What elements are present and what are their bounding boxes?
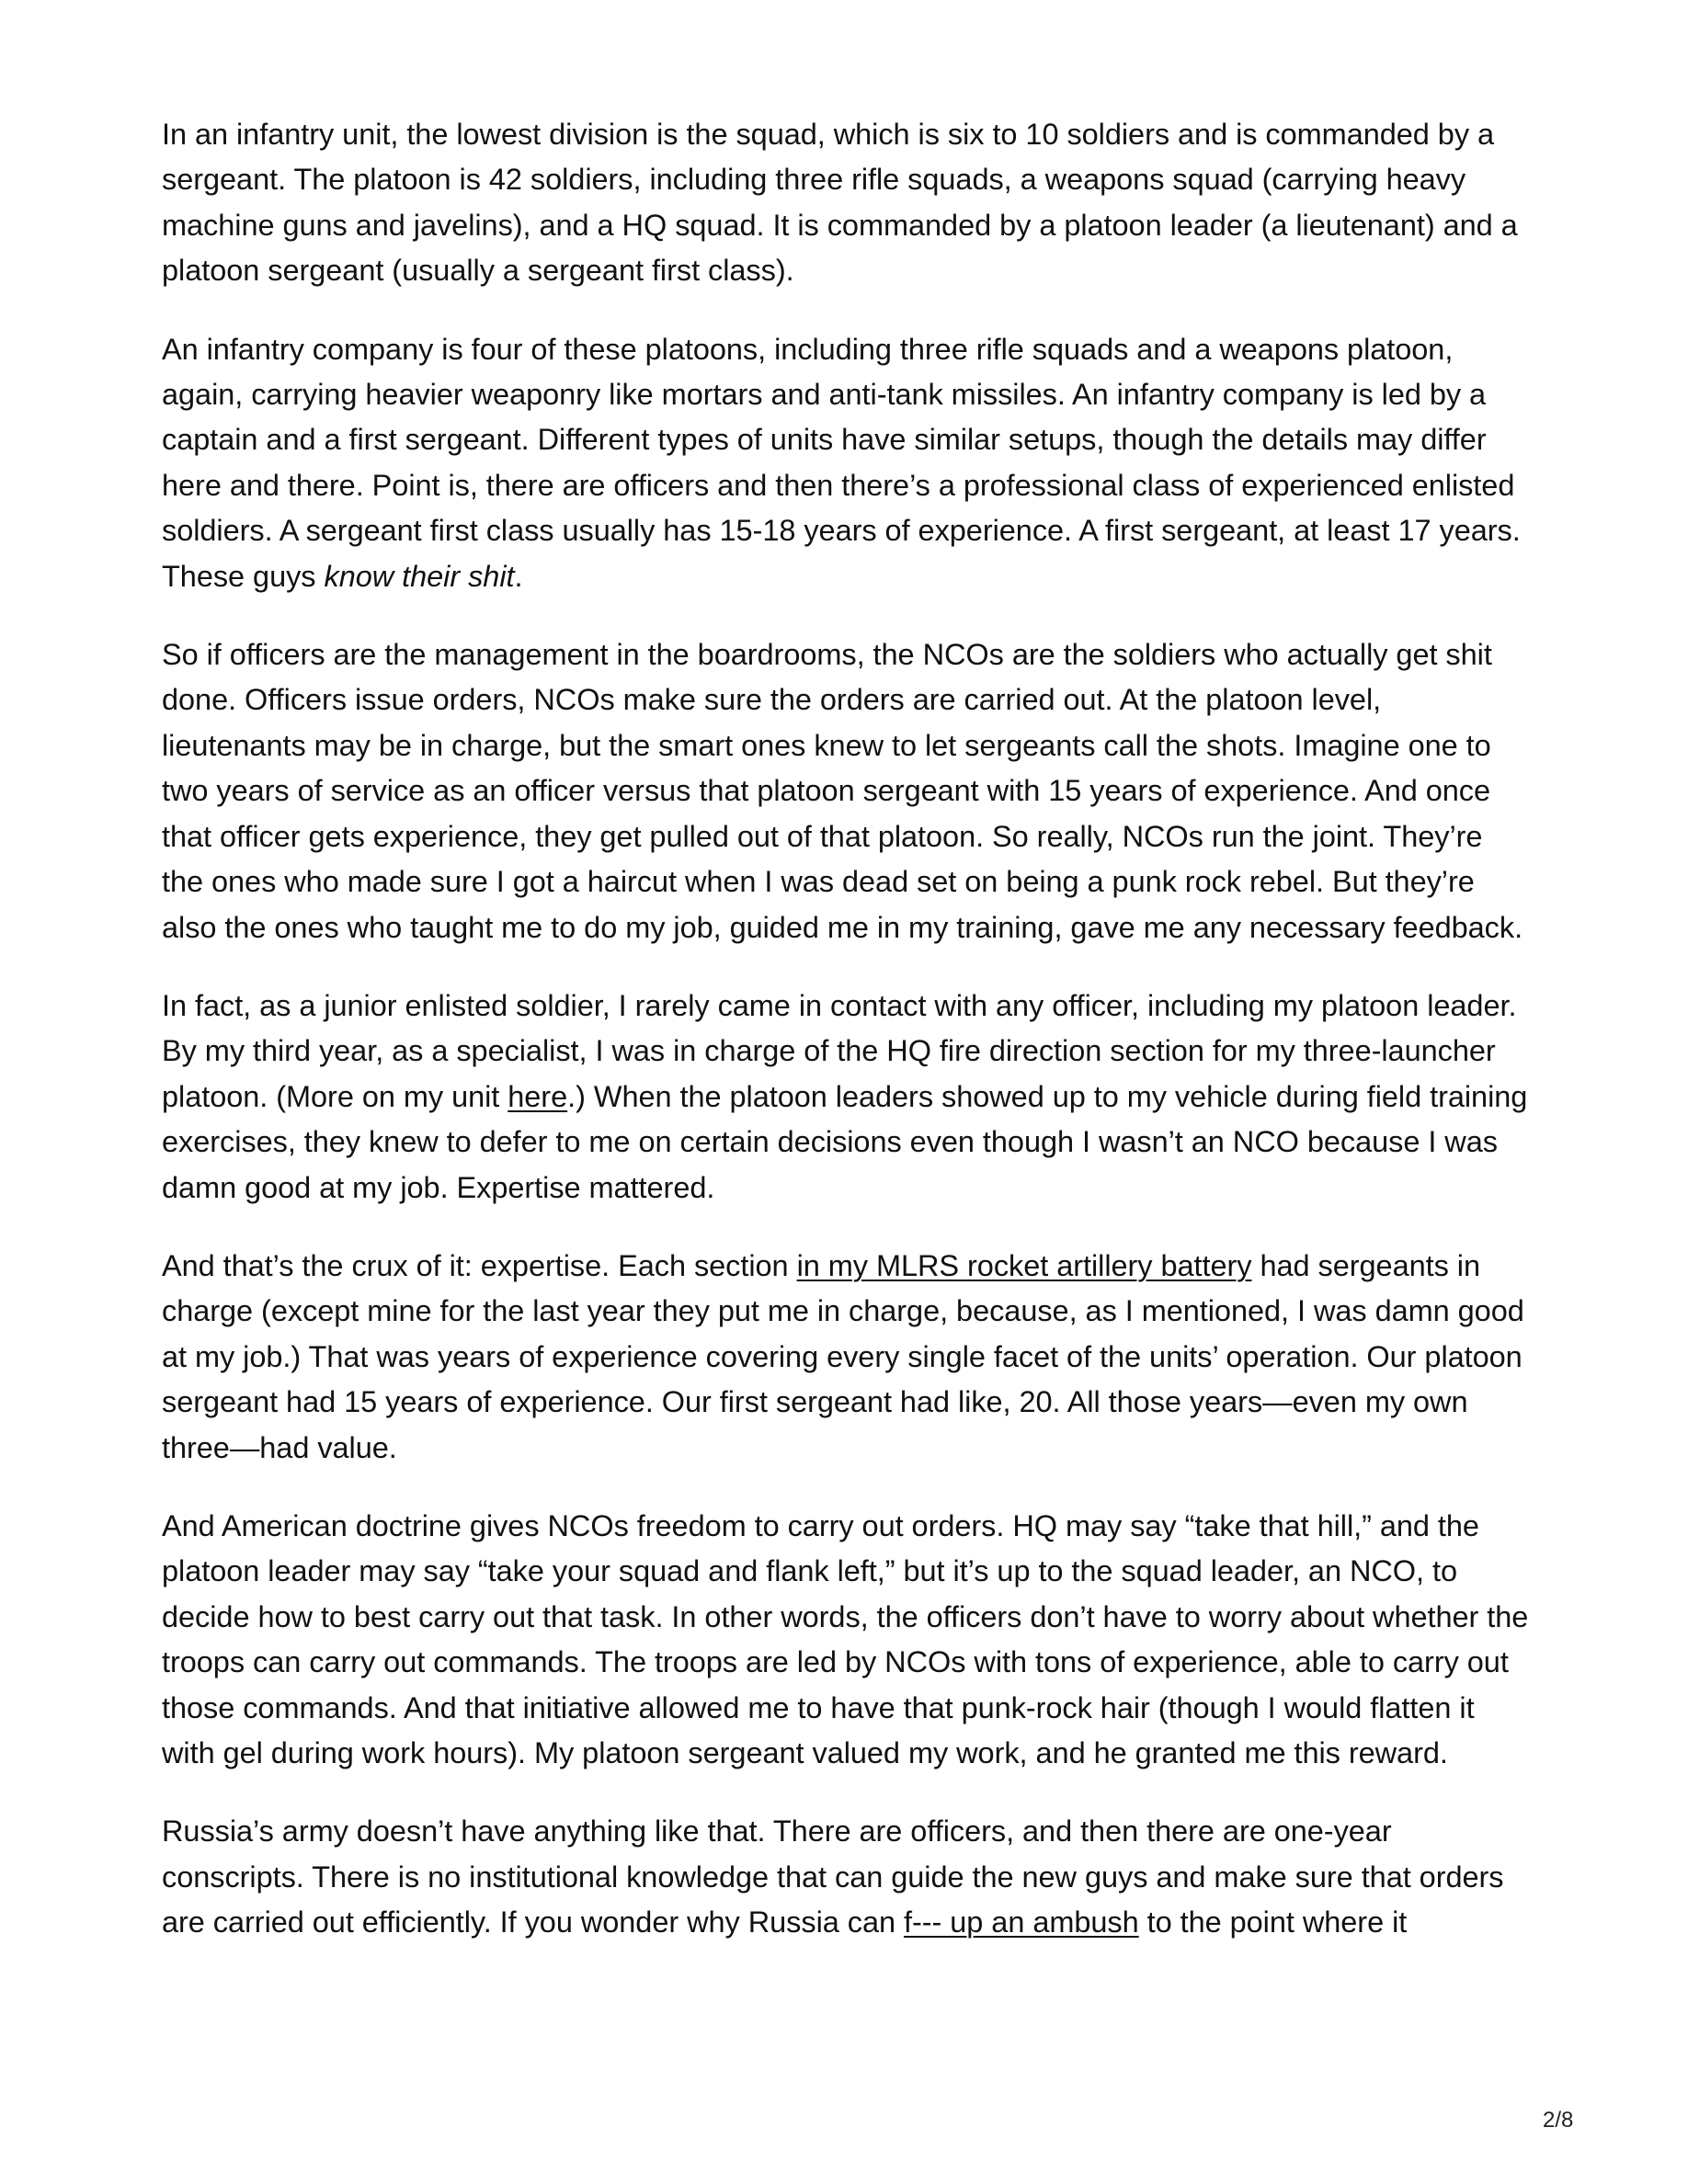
paragraph-text: In fact, as a junior enlisted soldier, I rarely came in contact with any officer, including my platoon leader. By my third year, as a specialist, I was in charge of the HQ fire direction section for my three-launcher platoon. (More on my unit (162, 988, 1517, 1113)
emphasis-text: know their shit (324, 559, 515, 593)
paragraph-text: And that’s the crux of it: expertise. Each section (162, 1248, 797, 1282)
paragraph-text: In an infantry unit, the lowest division is the squad, which is six to 10 soldiers and is commanded by a sergeant. The platoon is 42 soldiers, including three rifle squads, a weapons squad (carrying heavy machine guns and javelins), and a HQ squad. It is commanded by a platoon leader (a lieutenant) and a platoon sergeant (usually a sergeant first class). (162, 118, 1518, 288)
paragraph-squad-platoon (162, 112, 1532, 294)
paragraph-american-doctrine (162, 1504, 1532, 1776)
page-number: 2/8 (1543, 2108, 1574, 2133)
paragraph-text: So if officers are the management in the boardrooms, the NCOs are the soldiers who actually get shit done. Officers issue orders, NCOs make sure the orders are carried out. At the platoon level, lieutenants may be in charge, but the smart ones knew to let sergeants call the shots. Imagine one to two years of service as an officer versus that platoon sergeant with 15 years of experience. And once that officer gets experience, they get pulled out of that platoon. So really, NCOs run the joint. They’re the ones who made sure I got a haircut when I was dead set on being a punk rock rebel. But they’re also the ones who taught me to do my job, guided me in my training, gave me any necessary feedback. (162, 638, 1523, 944)
link-mlrs-battery[interactable]: in my MLRS rocket artillery battery (796, 1248, 1252, 1282)
paragraph-infantry-company (162, 327, 1532, 599)
paragraph-junior-enlisted (162, 984, 1532, 1211)
article-body (162, 112, 1532, 1979)
paragraph-text: And American doctrine gives NCOs freedom to carry out orders. HQ may say “take that hill,” and the platoon leader may say “take your squad and flank left,” but it’s up to the squad leader, an NCO, to decide how to best carry out that task. In other words, the officers don’t have to worry about whether the troops can carry out commands. The troops are led by NCOs with tons of experience, able to carry out those commands. And that initiative allowed me to have that punk-rock hair (though I would flatten it with gel during work hours). My platoon sergeant valued my work, and he granted me this reward. (162, 1508, 1529, 1769)
paragraph-expertise (162, 1244, 1532, 1471)
link-ambush[interactable]: f--- up an ambush (903, 1905, 1139, 1939)
paragraph-ncos-run-the-joint (162, 632, 1532, 950)
paragraph-text-end: to the point where it (1138, 1905, 1408, 1939)
paragraph-text-end: . (514, 559, 523, 593)
link-my-unit[interactable]: here (508, 1079, 568, 1113)
paragraph-russia-army (162, 1809, 1532, 1945)
paragraph-text-end: had sergeants in charge (except mine for the last year they put me in charge, because, as I mentioned, I was damn good at my job.) That was years of experience covering every single facet of the units’ operation. Our platoon sergeant had 15 years of experience. Our first sergeant had like, 20. All those years—even my own three—had value. (162, 1248, 1524, 1464)
paragraph-text: An infantry company is four of these platoons, including three rifle squads and a weapons platoon, again, carrying heavier weaponry like mortars and anti-tank missiles. An infantry company is led by a captain and a first sergeant. Different types of units have similar setups, though the details may differ here and there. Point is, there are officers and then there’s a professional class of experienced enlisted soldiers. A sergeant first class usually has 15-18 years of experience. A first sergeant, at least 17 years. These guys (162, 332, 1521, 593)
paragraph-text: Russia’s army doesn’t have anything like that. There are officers, and then there are one-year conscripts. There is no institutional knowledge that can guide the new guys and make sure that orders are carried out efficiently. If you wonder why Russia can (162, 1814, 1504, 1939)
paragraph-text-end: .) When the platoon leaders showed up to my vehicle during field training exercises, they knew to defer to me on certain decisions even though I wasn’t an NCO because I was damn good at my job. Expertise mattered. (162, 1079, 1528, 1204)
